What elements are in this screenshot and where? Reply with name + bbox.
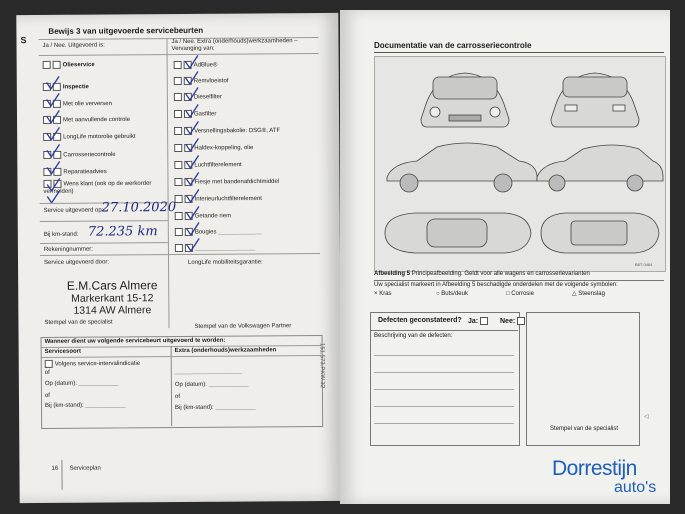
blank-line: ____________________	[174, 368, 242, 376]
page-footer: Serviceplan	[69, 465, 101, 472]
stamp-specialist-label: Stempel van de specialist	[44, 319, 113, 326]
list-item[interactable]: Reparatieadvies	[43, 168, 106, 177]
legend-corrosie: □ Corrosie	[506, 291, 534, 297]
stamp-specialist-label-right: Stempel van de specialist	[550, 426, 619, 432]
nee-checkbox	[517, 317, 525, 325]
next-date-label-2: Op (datum): ____________	[174, 381, 249, 389]
watermark-sub: auto's	[614, 479, 657, 496]
list-item[interactable]: Met aanvullende controle	[43, 115, 130, 124]
next-col1-header: Servicesoort	[44, 348, 82, 355]
left-page-title: Bewijs 3 van uitgevoerde servicebeurten	[48, 25, 204, 36]
dealer-stamp: E.M.Cars Almere Markerkant 15-12 1314 AW Almere	[66, 278, 158, 317]
cross-icon: ×	[374, 291, 378, 297]
list-item[interactable]: Versnellingsbakolie: DSG®, ATF	[174, 126, 280, 135]
list-item[interactable]: Carrosseriecontrole	[43, 150, 115, 159]
description-line	[374, 372, 514, 373]
dorrestijn-watermark	[552, 458, 682, 496]
km-label: Bij km-stand:	[43, 231, 79, 238]
list-item[interactable]: Haldex-koppeling, olie	[174, 143, 253, 152]
next-of-1: of	[44, 369, 50, 376]
divider	[374, 52, 664, 53]
next-km-label: Bij (km-stand): ____________	[45, 402, 126, 409]
stamp-partner-label: Stempel van de Volkswagen Partner	[194, 323, 292, 330]
invoice-label: Rekeningnummer:	[43, 246, 93, 253]
side-code: 151.573.PKW.32	[318, 342, 325, 389]
list-item[interactable]: Interieurluchtfilterelement	[175, 194, 262, 203]
list-item[interactable]: Olieservice	[43, 61, 95, 70]
description-line	[374, 423, 514, 424]
legend-kras: × Kras	[374, 291, 392, 297]
description-line	[374, 406, 514, 407]
right-page	[340, 10, 670, 504]
next-service-title: Wanneer dient uw volgende servicebeurt uitgevoerd te worden:	[44, 337, 226, 345]
nee-label[interactable]: Nee:	[500, 317, 527, 326]
service-date-label: Service uitgevoerd op:	[43, 207, 104, 214]
right-page-title: Documentatie van de carrosseriecontrole	[374, 41, 532, 50]
list-item[interactable]: __________________	[175, 243, 255, 252]
legend-buts: ○ Buts/deuk	[436, 291, 468, 297]
next-col2-header: Extra (onderhouds)werkzaamheden	[174, 347, 277, 355]
footer-divider	[61, 460, 62, 490]
section-marker: S	[20, 35, 27, 46]
car-diagram	[374, 56, 666, 272]
list-item[interactable]: Remvloeistof	[174, 77, 229, 86]
ja-label[interactable]: Ja:	[468, 317, 490, 326]
list-item[interactable]: Wens klant (ook op de werkorder vermelden)	[43, 180, 152, 195]
legend-steenslag: △ Steenslag	[572, 291, 605, 297]
page-number: 16	[51, 465, 59, 472]
service-date-value: 27.10.2020	[101, 200, 177, 216]
col-left-header: Ja / Nee. Uitgevoerd is:	[42, 42, 105, 49]
legend-intro: Uw specialist markeert in Afbeelding 5 beschadigde onderdelen met de volgende symbolen:	[374, 282, 618, 288]
list-item[interactable]: AdBlue®	[174, 61, 218, 70]
square-icon: □	[506, 291, 510, 297]
list-item[interactable]: Inspectie	[43, 83, 89, 92]
list-item[interactable]: Fiesje met bandenafdichtmiddel	[174, 177, 279, 186]
arrow-icon: ◁	[644, 414, 649, 420]
car-outlines	[375, 57, 665, 271]
km-value: 72.235 km	[87, 224, 158, 240]
done-by-label: Service uitgevoerd door:	[44, 259, 110, 266]
divider	[374, 280, 664, 281]
ja-checkbox	[480, 317, 488, 325]
description-line	[374, 389, 514, 390]
next-item-interval[interactable]: Volgens service-intervalindicatie	[45, 359, 140, 368]
figure-caption: Afbeelding 5 Principeafbeelding. Geldt voor alle wagens en carrosserievarianten	[374, 271, 590, 277]
longlife-label: LongLife mobiliteitsgarantie:	[188, 259, 263, 266]
list-item[interactable]: Luchtfilterelement	[174, 161, 241, 170]
description-label: Beschrijving van de defecten:	[374, 333, 453, 339]
watermark-brand: Dorrestijn	[552, 457, 637, 480]
next-km-label-2: Bij (km-stand): ____________	[175, 404, 256, 412]
next-of-2: of	[44, 392, 50, 399]
description-line	[374, 355, 514, 356]
list-item[interactable]: Gasfilter	[174, 110, 216, 119]
list-item[interactable]: LongLife motorolie gebruikt	[43, 132, 135, 141]
image-code: B5T-0484	[635, 262, 653, 267]
circle-icon: ○	[436, 291, 440, 297]
list-item[interactable]: Dieselfilter	[174, 93, 222, 102]
list-item[interactable]: Getande riem	[175, 212, 231, 221]
list-item[interactable]: Bougies _____________	[175, 227, 262, 236]
list-item[interactable]: Met olie verversen	[43, 99, 112, 108]
next-of-3: of	[174, 393, 181, 401]
triangle-icon: △	[572, 291, 577, 297]
left-page	[16, 13, 341, 503]
next-date-label: Op (datum): ____________	[44, 380, 119, 387]
col-right-header: Ja / Nee. Extra (onderhouds)werkzaamheden – Vervanging van:	[171, 38, 298, 53]
defects-label: Defecten geconstateerd?	[378, 317, 462, 324]
divider	[370, 330, 518, 331]
